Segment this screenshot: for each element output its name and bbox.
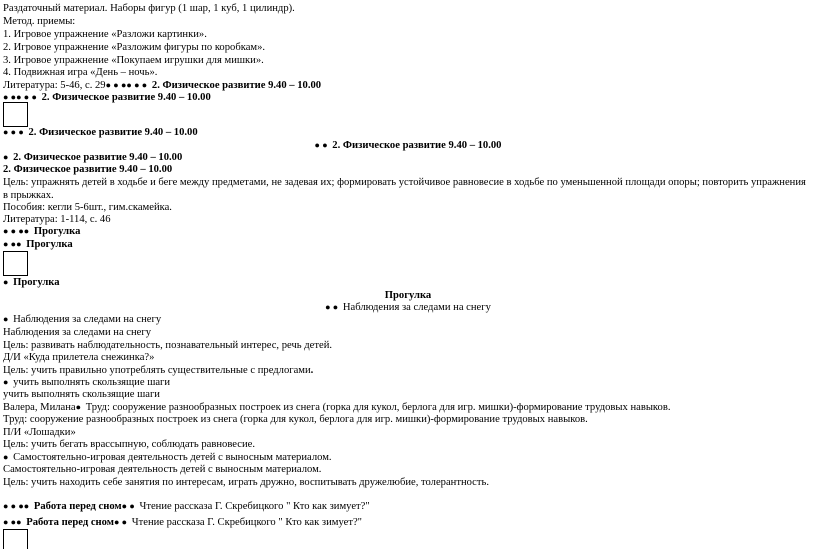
goal-interests: Цель: учить находить себе занятия по интересам, играть дружно, воспитывать дружелюбие, толерантность. [3,477,489,488]
bullet: ● [3,314,9,324]
walk-line-3 [3,276,60,289]
before-sleep-line-1 [3,500,370,513]
phys-dev-line-5: 2. Физическое развитие 9.40 – 10.00 [3,164,173,175]
bullet-group: ● ● [314,140,328,150]
phys-dev-heading: 2. Физическое развитие 9.40 – 10.00 [151,80,322,91]
labor-line-2: Труд: сооружение разнообразных построек из снега (горка для кукол, берлога для игр. мишки)-формирование трудовых навыков. [3,414,588,425]
phys-dev-line-3 [3,126,198,139]
phys-dev-heading: 2. Физическое развитие 9.40 – 10.00 [13,152,183,163]
bullet: ● [75,402,82,412]
empty-cell-box [3,251,28,276]
method-item-4: 4. Подвижная игра «День – ночь». [3,67,158,78]
bullet-group: ● ●● [3,517,22,527]
literature-line-2: Литература: 1-114, с. 46 [3,214,111,225]
self-play-line-2: Самостоятельно-игровая деятельность детей с выносным материалом. [3,464,322,475]
before-sleep-heading: Работа перед сном [26,517,114,528]
methods-heading: Метод. приемы: [3,16,76,27]
bullet: ● [3,452,9,462]
walk-heading: Прогулка [13,277,60,288]
goal-running: Цель: учить бегать врассыпную, соблюдать равновесие. [3,439,255,450]
walk-heading-centered: Прогулка [384,290,432,301]
aids-line: Пособия: кегли 5-6шт., гим.скамейка. [3,202,172,213]
method-item-2: 2. Игровое упражнение «Разложим фигуры по коробкам». [3,42,266,53]
bullet-group: ● ● [325,302,339,312]
phys-dev-heading: 2. Физическое развитие 9.40 – 10.00 [28,127,198,138]
bullet-group: ● ● ●● [3,226,30,236]
snow-observation-text: Наблюдения за следами на снегу [342,302,491,313]
children-names: Валера, Милана [3,402,76,413]
bullet-group: ● ●● [3,239,22,249]
goal-prepositions-text: Цель: учить правильно употреблять существительные с предлогами [3,365,311,376]
reading-text: Чтение рассказа Г. Скребицкого " Кто как зимует?" [139,501,370,512]
bullet-group: ● ● ● [3,127,24,137]
bullet-group: ● ●● ● ● [3,92,37,102]
walk-line-2 [3,238,73,251]
before-sleep-heading: Работа перед сном [33,501,122,512]
before-sleep-line-2 [3,516,362,529]
bullet: ● [3,152,9,162]
bullet-group: ● ● [113,517,128,527]
bullet-group: ● ● ●● ● ● [105,80,148,90]
phys-dev-heading: 2. Физическое развитие 9.40 – 10.00 [332,140,502,151]
phys-dev-line-2 [3,91,211,104]
empty-cell-box [3,102,28,127]
phys-dev-heading: 2. Физическое развитие 9.40 – 10.00 [41,92,211,103]
period-mark: . [310,365,314,376]
outdoor-game: П/И «Лошадки» [3,427,76,438]
didactic-game: Д/И «Куда прилетела снежинка?» [3,352,155,363]
walk-line-1 [3,225,80,238]
walk-heading: Прогулка [33,226,81,237]
slide-steps-text: учить выполнять скользящие шаги [13,377,171,388]
empty-cell-box [3,529,28,549]
labor-text: Труд: сооружение разнообразных построек из снега (горка для кукол, берлога для игр. мишки)-формирование трудовых навыков. [85,402,671,413]
snow-observation-line-1 [3,313,161,326]
snow-observation-line-2: Наблюдения за следами на снегу [3,327,152,338]
snow-observation-text: Наблюдения за следами на снегу [13,314,162,325]
walk-heading: Прогулка [26,239,73,250]
bullet: ● [3,377,9,387]
handout-line: Раздаточный материал. Наборы фигур (1 шар, 1 куб, 1 цилиндр). [3,3,295,14]
slide-steps-line-2: учить выполнять скользящие шаги [3,389,160,400]
bullet: ● [3,277,9,287]
reading-text: Чтение рассказа Г. Скребицкого " Кто как зимует?" [131,517,363,528]
bullet-group: ● ● [121,501,135,511]
goal-movement: Цель: упражнять детей в ходьбе и беге между предметами, не задевая их; формировать устойчивое равновесие в ходьбе по уменьшенной площади опоры; повторить упражнения в прыжках. [3,177,806,201]
bullet-group: ● ● ●● [3,501,30,511]
self-play-text: Самостоятельно-игровая деятельность детей с выносным материалом. [13,452,332,463]
method-item-1: 1. Игровое упражнение «Разложи картинки». [3,29,207,40]
literature-text: Литература: 5-46, с. 29 [3,80,106,91]
method-item-3: 3. Игровое упражнение «Покупаем игрушки для мишки». [3,55,264,66]
goal-observation: Цель: развивать наблюдательность, познавательный интерес, речь детей. [3,340,333,351]
